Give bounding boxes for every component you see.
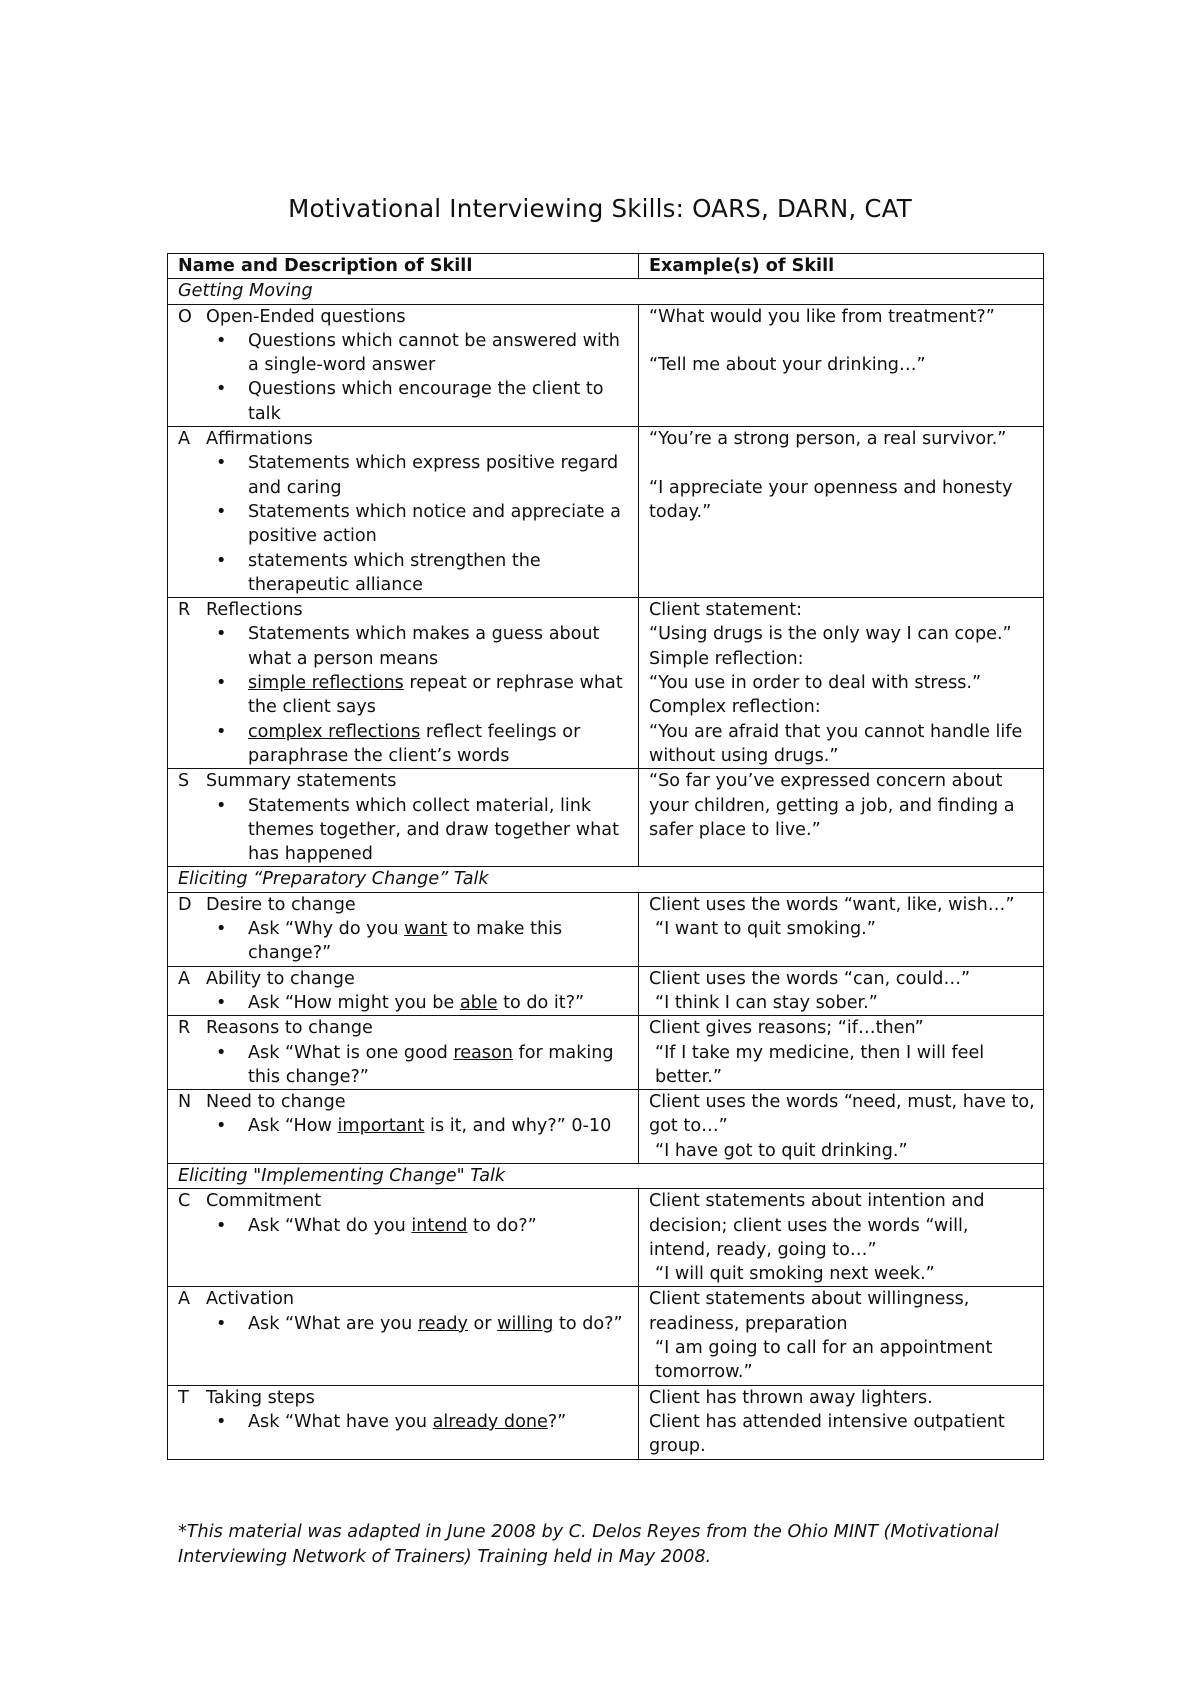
bullet-text: to do?” bbox=[467, 1215, 537, 1236]
example-text: Complex reflection: bbox=[649, 697, 821, 718]
underlined-term: important bbox=[337, 1116, 425, 1137]
page-title: Motivational Interviewing Skills: OARS, DARN, CAT bbox=[288, 194, 912, 223]
bullet-text: to do it?” bbox=[497, 992, 585, 1013]
skill-bullets bbox=[178, 1114, 630, 1138]
bullet-item: • statements which strengthen the therapeutic alliance bbox=[216, 549, 630, 598]
example-text: “You use in order to deal with stress.” bbox=[649, 673, 982, 694]
skill-cell bbox=[168, 892, 639, 966]
example-text: Client statements about willingness, readiness, preparation bbox=[649, 1289, 970, 1334]
underlined-term: want bbox=[404, 919, 448, 940]
bullet-item bbox=[216, 1214, 630, 1238]
example-text: Client statement: bbox=[649, 600, 803, 621]
example-cell bbox=[639, 304, 1044, 426]
skill-bullets bbox=[178, 1410, 630, 1434]
underlined-term: reason bbox=[453, 1042, 513, 1063]
skill-cell bbox=[168, 769, 639, 867]
bullet-text: reflect feelings or paraphrase the client’s words bbox=[248, 721, 581, 766]
bullet-text: Ask “How might you be bbox=[248, 992, 460, 1013]
table-row bbox=[168, 1189, 1044, 1287]
bullet-item bbox=[216, 1114, 630, 1138]
skill-name: Affirmations bbox=[206, 429, 313, 450]
bullet-item: • Statements which makes a guess about what a person means bbox=[216, 622, 630, 671]
skill-bullets bbox=[178, 794, 630, 867]
example-text: “I want to quit smoking.” bbox=[655, 919, 876, 940]
example-text: Client gives reasons; “if…then” bbox=[649, 1018, 924, 1039]
section-implementing-change: Eliciting "Implementing Change" Talk bbox=[168, 1163, 1044, 1188]
example-text: “So far you’ve expressed concern about your children, getting a job, and finding a safer place to live.” bbox=[649, 771, 1015, 840]
skill-heading bbox=[178, 1287, 630, 1311]
example-text: Simple reflection: bbox=[649, 648, 804, 669]
example-cell bbox=[639, 427, 1044, 598]
skill-name: Taking steps bbox=[206, 1387, 315, 1408]
example-text: Client uses the words “need, must, have to, got to…” bbox=[649, 1092, 1035, 1137]
bullet-text: Ask “Why do you bbox=[248, 919, 405, 940]
bullet-item bbox=[216, 1041, 630, 1090]
skill-name: Summary statements bbox=[206, 771, 397, 792]
skill-heading bbox=[178, 1090, 630, 1114]
example-text: Client uses the words “can, could…” bbox=[649, 968, 971, 989]
skill-bullets bbox=[178, 1214, 630, 1238]
skill-letter: R bbox=[178, 600, 191, 621]
bullet-item: • Questions which cannot be answered with a single-word answer bbox=[216, 329, 630, 378]
example-text: “What would you like from treatment?” bbox=[649, 306, 995, 327]
example-text: “Tell me about your drinking…” bbox=[649, 355, 926, 376]
bullet-item: • Questions which encourage the client to talk bbox=[216, 377, 630, 426]
skill-bullets bbox=[178, 451, 630, 597]
skill-letter: R bbox=[178, 1018, 191, 1039]
example-text: “I think I can stay sober.” bbox=[655, 992, 878, 1013]
bullet-item bbox=[216, 1312, 630, 1336]
bullet-text: to do?” bbox=[553, 1313, 623, 1334]
skill-letter: C bbox=[178, 1191, 191, 1212]
skill-cell bbox=[168, 598, 639, 769]
skill-cell bbox=[168, 1189, 639, 1287]
skill-bullets bbox=[178, 622, 630, 768]
bullet-text: Ask “What do you bbox=[248, 1215, 412, 1236]
bullet-item bbox=[216, 720, 630, 769]
skill-letter: D bbox=[178, 894, 192, 915]
bullet-text: is it, and why?” 0-10 bbox=[424, 1116, 612, 1137]
skills-table bbox=[167, 253, 1044, 1460]
section-getting-moving: Getting Moving bbox=[168, 279, 1044, 304]
example-cell bbox=[639, 966, 1044, 1016]
example-cell bbox=[639, 1189, 1044, 1287]
skill-bullets bbox=[178, 329, 630, 426]
underlined-term: complex reflections bbox=[248, 721, 421, 742]
example-text: “You’re a strong person, a real survivor.” bbox=[649, 429, 1007, 450]
skill-bullets bbox=[178, 991, 630, 1015]
skill-name: Ability to change bbox=[206, 968, 355, 989]
skill-heading bbox=[178, 893, 630, 917]
section-preparatory-change: Eliciting “Preparatory Change” Talk bbox=[168, 867, 1044, 892]
underlined-term: able bbox=[459, 992, 498, 1013]
skill-cell bbox=[168, 1090, 639, 1164]
example-cell bbox=[639, 598, 1044, 769]
skill-name: Activation bbox=[206, 1289, 295, 1310]
example-text: “I have got to quit drinking.” bbox=[655, 1140, 908, 1161]
underlined-term: already done bbox=[432, 1411, 548, 1432]
skill-letter: A bbox=[178, 968, 191, 989]
skill-bullets bbox=[178, 1312, 630, 1336]
skill-letter: T bbox=[178, 1387, 189, 1408]
skill-name: Reasons to change bbox=[206, 1018, 373, 1039]
skill-heading bbox=[178, 967, 630, 991]
section-row bbox=[168, 867, 1044, 892]
skill-heading bbox=[178, 1016, 630, 1040]
example-text: Client has thrown away lighters. bbox=[649, 1387, 933, 1408]
skill-letter: N bbox=[178, 1092, 192, 1113]
example-text: Client uses the words “want, like, wish…” bbox=[649, 894, 1015, 915]
underlined-term: simple reflections bbox=[248, 673, 404, 694]
table-header-row bbox=[168, 254, 1044, 279]
bullet-text: for making this change?” bbox=[248, 1042, 614, 1087]
skill-cell bbox=[168, 304, 639, 426]
bullet-item bbox=[216, 671, 630, 720]
bullet-item bbox=[216, 1410, 630, 1434]
skill-cell bbox=[168, 1016, 639, 1090]
bullet-item: • Statements which notice and appreciate a positive action bbox=[216, 500, 630, 549]
example-cell bbox=[639, 1016, 1044, 1090]
column-header-examples: Example(s) of Skill bbox=[639, 254, 1044, 279]
bullet-item bbox=[216, 917, 630, 966]
table-row bbox=[168, 427, 1044, 598]
table-row bbox=[168, 598, 1044, 769]
skill-letter: A bbox=[178, 1289, 191, 1310]
bullet-text: Ask “How bbox=[248, 1116, 338, 1137]
skill-name: Open-Ended questions bbox=[206, 306, 406, 327]
table-row bbox=[168, 769, 1044, 867]
bullet-text: to make this change?” bbox=[248, 919, 563, 964]
table-row bbox=[168, 1090, 1044, 1164]
example-text: “If I take my medicine, then I will feel better.” bbox=[655, 1042, 985, 1087]
skill-letter: S bbox=[178, 771, 190, 792]
bullet-text: repeat or rephrase what the client says bbox=[248, 673, 623, 718]
underlined-term: intend bbox=[411, 1215, 468, 1236]
example-text: “I will quit smoking next week.” bbox=[655, 1264, 935, 1285]
example-text: “Using drugs is the only way I can cope.” bbox=[649, 624, 1012, 645]
table-row bbox=[168, 966, 1044, 1016]
skill-cell bbox=[168, 966, 639, 1016]
skill-bullets bbox=[178, 917, 630, 966]
example-cell bbox=[639, 1385, 1044, 1459]
bullet-item: • Statements which collect material, link themes together, and draw together what has happened bbox=[216, 794, 630, 867]
bullet-text: Ask “What have you bbox=[248, 1411, 433, 1432]
column-header-skill: Name and Description of Skill bbox=[168, 254, 639, 279]
table-row bbox=[168, 1385, 1044, 1459]
example-text: “You are afraid that you cannot handle life without using drugs.” bbox=[649, 721, 1023, 766]
bullet-text: Ask “What are you bbox=[248, 1313, 418, 1334]
example-cell bbox=[639, 1090, 1044, 1164]
table-row bbox=[168, 304, 1044, 426]
skill-cell bbox=[168, 427, 639, 598]
skill-bullets bbox=[178, 1041, 630, 1090]
skill-name: Need to change bbox=[206, 1092, 346, 1113]
section-row bbox=[168, 1163, 1044, 1188]
table-row bbox=[168, 892, 1044, 966]
skill-letter: A bbox=[178, 429, 191, 450]
bullet-text: or bbox=[467, 1313, 498, 1334]
skill-name: Reflections bbox=[206, 600, 303, 621]
skill-heading bbox=[178, 1386, 630, 1410]
skill-heading bbox=[178, 305, 630, 329]
underlined-term: willing bbox=[497, 1313, 554, 1334]
example-text: “I am going to call for an appointment tomorrow.” bbox=[655, 1338, 993, 1383]
example-cell bbox=[639, 769, 1044, 867]
bullet-text: ?” bbox=[547, 1411, 567, 1432]
bullet-text: Ask “What is one good bbox=[248, 1042, 454, 1063]
example-cell bbox=[639, 892, 1044, 966]
skill-name: Commitment bbox=[206, 1191, 322, 1212]
example-text: Client has attended intensive outpatient group. bbox=[649, 1411, 1005, 1457]
example-text: Client statements about intention and decision; client uses the words “will, intend, ready, going to…” bbox=[649, 1191, 985, 1260]
skill-cell bbox=[168, 1287, 639, 1385]
bullet-item: • Statements which express positive regard and caring bbox=[216, 451, 630, 500]
skill-heading bbox=[178, 769, 630, 793]
skill-heading bbox=[178, 1189, 630, 1213]
skill-name: Desire to change bbox=[206, 894, 356, 915]
footnote: *This material was adapted in June 2008 by C. Delos Reyes from the Ohio MINT (Motivational Interviewing Network of Trainers) Training held in May 2008. bbox=[178, 1522, 999, 1567]
table-row bbox=[168, 1287, 1044, 1385]
skill-cell bbox=[168, 1385, 639, 1459]
skill-heading bbox=[178, 598, 630, 622]
bullet-item bbox=[216, 991, 630, 1015]
skill-letter: O bbox=[178, 306, 192, 327]
skill-heading bbox=[178, 427, 630, 451]
section-row bbox=[168, 279, 1044, 304]
example-text: “I appreciate your openness and honesty today.” bbox=[649, 477, 1013, 522]
table-row bbox=[168, 1016, 1044, 1090]
example-cell bbox=[639, 1287, 1044, 1385]
underlined-term: ready bbox=[417, 1313, 468, 1334]
